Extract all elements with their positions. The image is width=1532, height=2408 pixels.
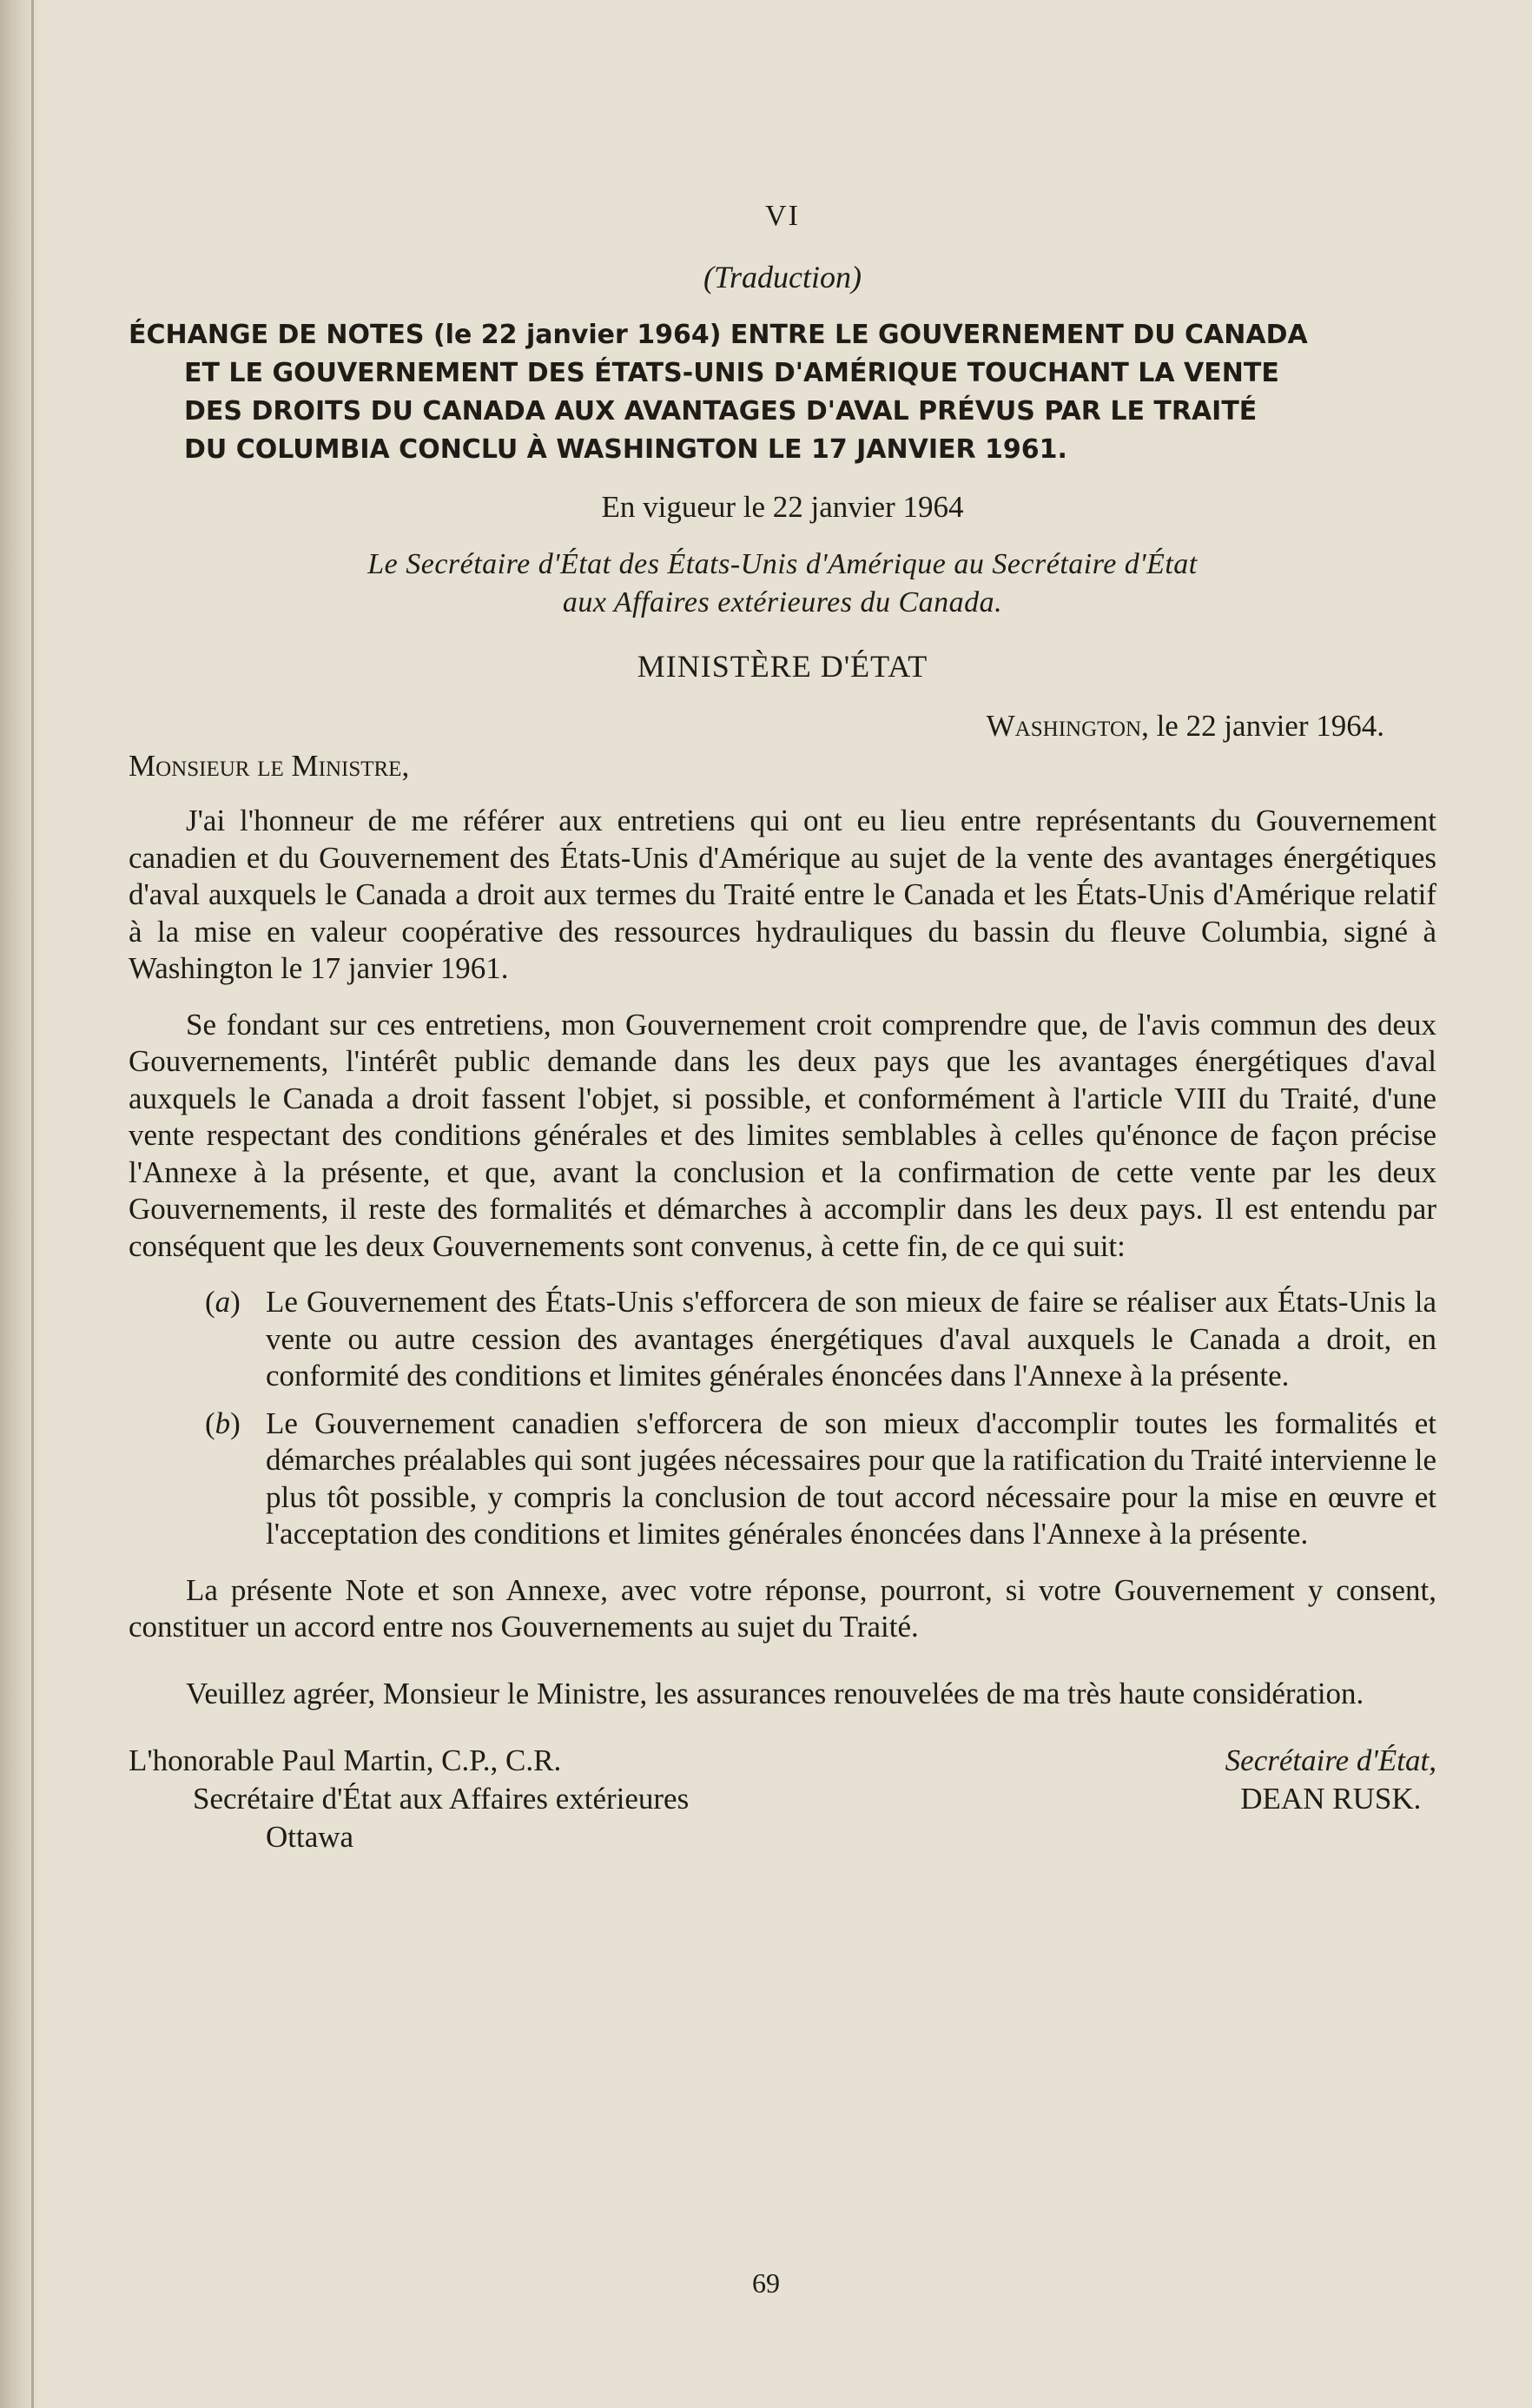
section-number: VI	[765, 200, 800, 232]
signer-name: DEAN RUSK.	[1240, 1782, 1422, 1816]
in-force-date: En vigueur le 22 janvier 1964	[601, 490, 964, 524]
paragraph-3: La présente Note et son Annexe, avec votre réponse, pourront, si votre Gouvernement y consent, constituer un accord entre nos Gouvernements au sujet du Traité.	[129, 1572, 1436, 1644]
sender-recipient-line-2: aux Affaires extérieures du Canada.	[562, 586, 1003, 619]
title-line-3: DES DROITS DU CANADA AUX AVANTAGES D'AVAL PRÉVUS PAR LE TRAITÉ	[184, 396, 1258, 427]
letter-dateline	[129, 709, 1384, 744]
title-line-4: DU COLUMBIA CONCLU À WASHINGTON LE 17 JANVIER 1961.	[184, 434, 1067, 465]
list-item-b	[129, 1406, 1436, 1553]
signature-block	[1225, 1742, 1436, 1818]
paragraph-4: Veuillez agréer, Monsieur le Ministre, les assurances renouvelées de ma très haute considération.	[186, 1676, 1364, 1710]
title-line-2: ET LE GOUVERNEMENT DES ÉTATS-UNIS D'AMÉRIQUE TOUCHANT LA VENTE	[184, 358, 1279, 388]
addressee-line-1: L'honorable Paul Martin, C.P., C.R.	[129, 1743, 562, 1777]
document-page	[129, 200, 1436, 1872]
list-marker-b: (b)	[205, 1406, 241, 1440]
dateline-place: Washington	[986, 709, 1142, 743]
paragraph-1: J'ai l'honneur de me référer aux entretiens qui ont eu lieu entre représentants du Gouvernement canadien et du Gouvernement des États-Unis d'Amérique au sujet de la vente des avantages énergétiques d'aval auxquels le Canada a droit aux termes du Traité entre le Canada et les États-Unis d'Amérique relatif à la mise en valeur coopérative des ressources hydrauliques du bassin du fleuve Columbia, signé à Washington le 17 janvier 1961.	[129, 804, 1436, 985]
signoff-block	[129, 1742, 1436, 1872]
title-line-1: ÉCHANGE DE NOTES (le 22 janvier 1964) ENTRE LE GOUVERNEMENT DU CANADA	[129, 320, 1308, 350]
sender-recipient-line-1: Le Secrétaire d'État des États-Unis d'Amérique au Secrétaire d'État	[367, 548, 1198, 580]
book-gutter-line	[31, 0, 34, 2408]
document-title	[129, 316, 1436, 469]
translation-note: (Traduction)	[703, 260, 862, 294]
sender-recipient	[129, 546, 1436, 622]
paragraph-2: Se fondant sur ces entretiens, mon Gouvernement croit comprendre que, de l'avis commun des deux Gouvernements, l'intérêt public demande dans les deux pays que les avantages énergétiques d'aval auxquels le Canada a droit fassent l'objet, si possible, et conformément à l'article VIII du Traité, d'une vente respectant des conditions générales et des limites semblables à celles qu'énonce de façon précise l'Annexe à la présente, et que, avant la conclusion et la confirmation de cette vente par les deux Gouvernements, il reste des formalités et démarches à accomplir dans les deux pays. Il est entendu par conséquent que les deux Gouvernements sont convenus, à cette fin, de ce qui suit:	[129, 1007, 1436, 1263]
addressee-line-3: Ottawa	[266, 1820, 354, 1854]
list-item-a-text: Le Gouvernement des États-Unis s'efforcera de son mieux de faire se réaliser aux États-Unis la vente ou autre cession des avantages énergétiques d'aval auxquels le Canada a droit, en conformité des conditions et limites générales énoncées dans l'Annexe à la présente.	[266, 1285, 1436, 1393]
signer-title: Secrétaire d'État,	[1225, 1743, 1436, 1777]
dateline-date: , le 22 janvier 1964.	[1141, 709, 1384, 743]
list-item-b-text: Le Gouvernement canadien s'efforcera de son mieux d'accomplir toutes les formalités et démarches préalables qui sont jugées nécessaires pour que la ratification du Traité intervienne le plus tôt possible, y compris la conclusion de tout accord nécessaire pour la mise en œuvre et l'acceptation des conditions et limites générales énoncées dans l'Annexe à la présente.	[266, 1406, 1437, 1551]
addressee-line-2: Secrétaire d'État aux Affaires extérieures	[193, 1782, 690, 1816]
book-spine-shadow	[0, 0, 42, 2408]
list-item-a	[129, 1284, 1436, 1395]
page-number: 69	[752, 2267, 780, 2299]
list-marker-a: (a)	[205, 1285, 241, 1319]
salutation: Monsieur le Ministre,	[129, 749, 410, 783]
addressee-block	[129, 1742, 689, 1856]
ministry-heading: MINISTÈRE D'ÉTAT	[637, 649, 928, 684]
